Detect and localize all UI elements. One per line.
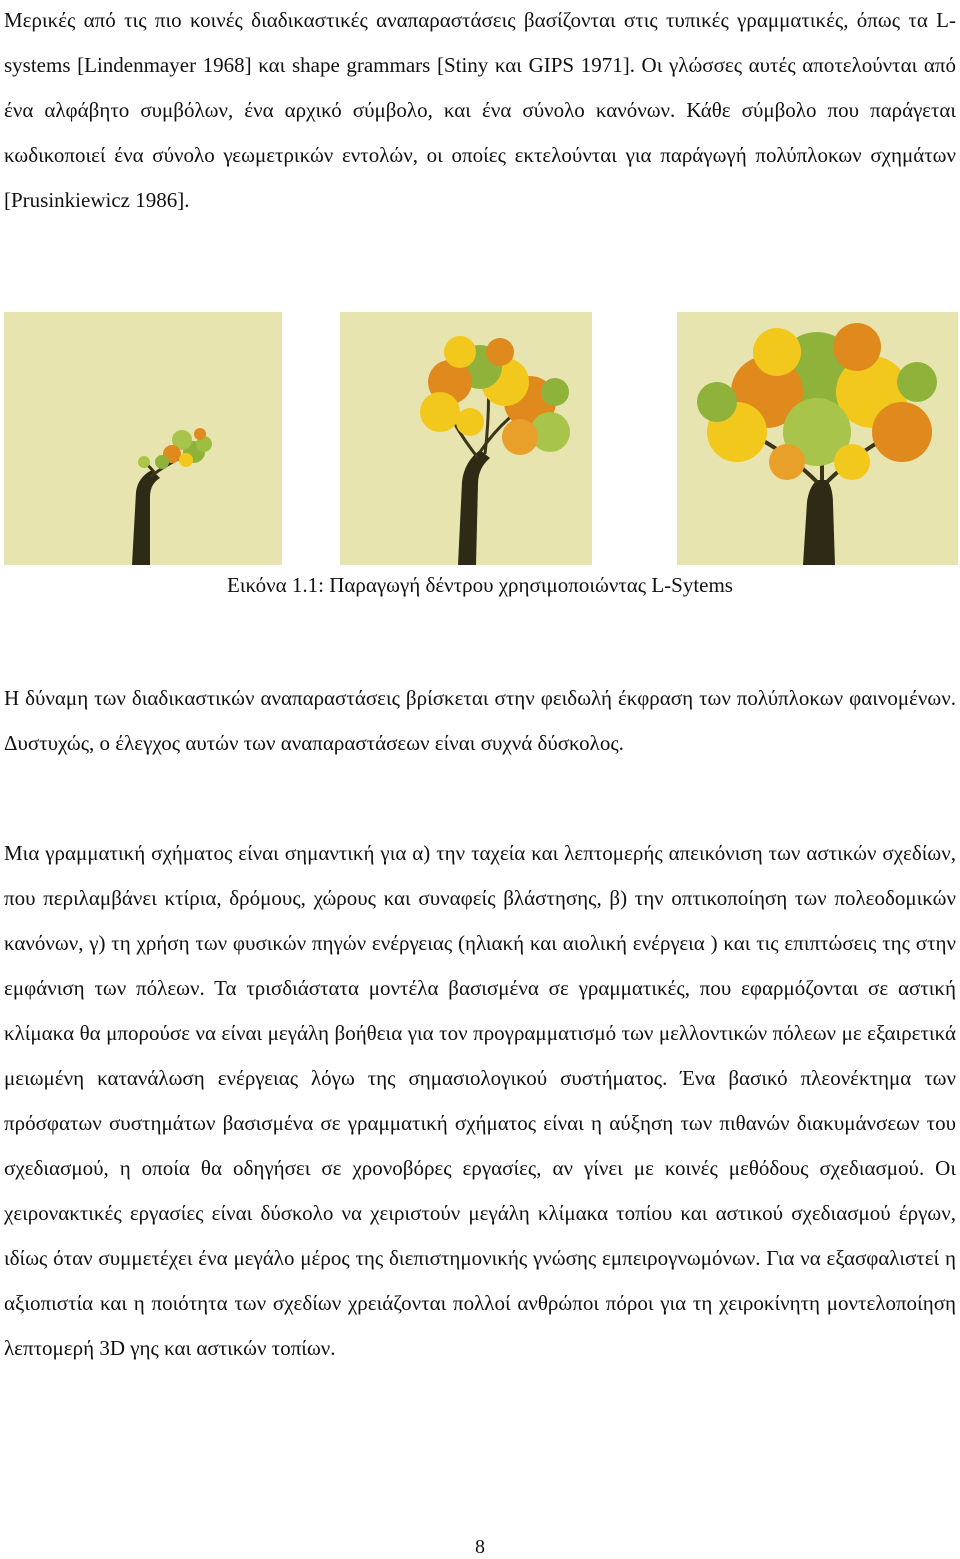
paragraph-shape-grammar: Μια γραμματική σχήματος είναι σημαντική για α) την ταχεία και λεπτομερής απεικόνιση των αστικών σχεδίων, που περιλαμβάνει κτίρια, δρόμους, χώρους και συναφείς βλάστησης, β) την οπτικοποίηση των πολεοδομικών κανόνων, γ) τη χρήση των φυσικών πηγών ενέργειας (ηλιακή και αιολική ενέργεια ) και τις επιπτώσεις της στην εμφάνιση των πόλεων. Τα τρισδιάστατα μοντέλα βασισμένα σε γραμματικές, που εφαρμόζονται σε αστική κλίμακα θα μπορούσε να είναι μεγάλη βοήθεια για τον προγραμματισμό των μελλοντικών πόλεων με εξαιρετικά μειωμένη κατανάλωση ενέργειας λόγω της σημασιολογικού συστήματος. Ένα βασικό πλεονέκτημα των πρόσφατων συστημάτων βασισμένα σε γραμματική σχήματος είναι η αύξηση των πιθανών διακυμάνσεων του σχεδιασμού, η οποία θα οδηγήσει σε χρονοβόρες εργασίες, αν γίνει με κοινές μεθόδους σχεδιασμού. Οι χειρονακτικές εργασίες είναι δύσκολο να χειριστούν μεγάλη κλίμακα τοπίου και αστικού σχεδιασμού έργων, ιδίως όταν συμμετέχει ένα μεγάλο μέρος της διεπιστημονικής γνώσης εμπειρογνωμόνων. Για να εξασφαλιστεί η αξιοπιστία και η ποιότητα των σχεδίων χρειάζονται πολλοί ανθρώποι πόροι για τη χειροκίνητη μοντελοποίηση λεπτομερή 3D γης και αστικών τοπίων.: [4, 841, 956, 1360]
page-number: 8: [475, 1536, 485, 1558]
figure-tree-stage-3: [677, 312, 958, 565]
figure-tree-stage-2: [340, 312, 592, 565]
paragraph-intro: Μερικές από τις πιο κοινές διαδικαστικές αναπαραστάσεις βασίζονται στις τυπικές γραμματικές, όπως τα L-systems [Lindenmayer 1968] και shape grammars [Stiny και GIPS 1971]. Οι γλώσσες αυτές αποτελούνται από ένα αλφάβητο συμβόλων, ένα αρχικό σύμβολο, και ένα σύνολο κανόνων. Κάθε σύμβολο που παράγεται κωδικοποιεί ένα σύνολο γεωμετρικών εντολών, οι οποίες εκτελούνται για παράγωγή πολύπλοκων σχημάτων [Prusinkiewicz 1986].: [4, 8, 956, 212]
tree-stage-1-image: [4, 312, 282, 565]
figure-caption: Εικόνα 1.1: Παραγωγή δέντρου χρησιμοποιώντας L-Sytems: [227, 573, 733, 597]
tree-stage-2-image: [340, 312, 592, 565]
tree-stage-3-image: [677, 312, 958, 565]
paragraph-procedural-power: Η δύναμη των διαδικαστικών αναπαραστάσεις βρίσκεται στην φειδωλή έκφραση των πολύπλοκων φαινομένων. Δυστυχώς, ο έλεγχος αυτών των αναπαραστάσεων είναι συχνά δύσκολος.: [4, 686, 956, 755]
figure-tree-stage-1: [4, 312, 282, 565]
